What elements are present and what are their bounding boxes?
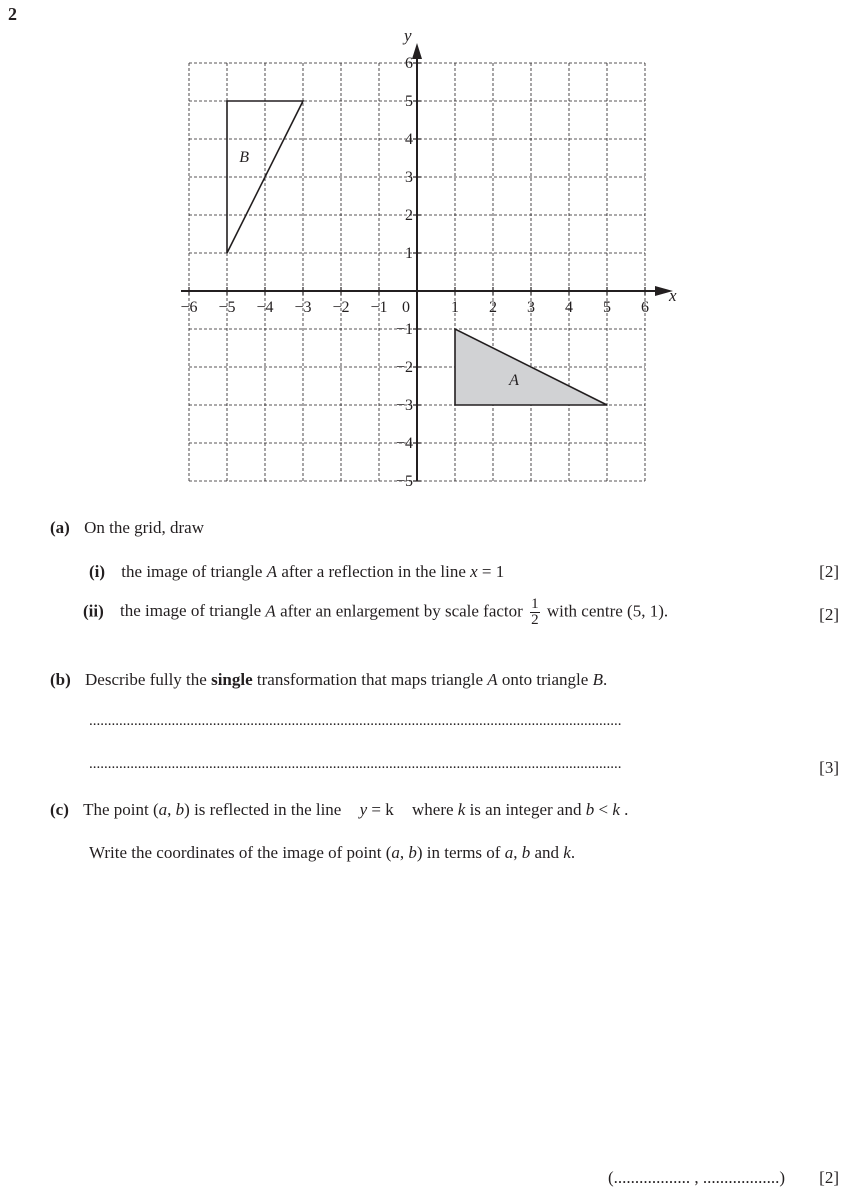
part-a-stem: On the grid, draw: [84, 518, 204, 537]
x-tick-label: −5: [218, 299, 236, 316]
x-tick-label: 3: [527, 299, 535, 316]
part-a-ii-text-after: with centre (5, 1).: [546, 601, 669, 621]
part-a-ii-marks: [2]: [819, 605, 839, 624]
part-b-text-end: .: [602, 670, 608, 689]
part-a-ii-var: A: [265, 601, 276, 621]
y-tick-label: 6: [405, 55, 413, 72]
part-a-i-text-before: the image of triangle: [121, 562, 267, 581]
part-a: [50, 518, 204, 538]
part-b-label: (b): [50, 670, 71, 689]
part-c-line2-a2: a: [504, 843, 514, 862]
fraction-denominator: 2: [531, 612, 539, 628]
y-tick-label: 3: [405, 169, 413, 186]
x-tick-label: 0: [402, 299, 410, 316]
part-a-i-text-after: after a reflection in the line: [277, 562, 471, 581]
y-tick-label: 2: [405, 207, 413, 224]
part-c-ineq-sym: <: [594, 800, 613, 819]
part-a-i-var: A: [266, 562, 278, 581]
part-a-ii-label: (ii): [83, 601, 104, 621]
part-c-line2-end: .: [570, 843, 576, 862]
part-b-text-mid2: onto triangle: [497, 670, 593, 689]
y-tick-label: −2: [395, 359, 413, 376]
x-tick-label: −1: [370, 299, 388, 316]
y-tick-label: −5: [395, 473, 413, 490]
coordinate-grid: [0, 0, 853, 500]
part-b: [50, 670, 607, 690]
part-c-marks: [2]: [819, 1168, 839, 1187]
part-a-label: (a): [50, 518, 70, 537]
x-tick-label: −2: [332, 299, 350, 316]
answer-line-2[interactable]: [89, 755, 803, 773]
part-c-line2-b2: b: [521, 843, 531, 862]
y-tick-label: −4: [395, 435, 413, 452]
y-tick-label: 1: [405, 245, 413, 262]
part-c-line2-b: b: [408, 843, 417, 862]
part-c-k: k: [457, 800, 466, 819]
part-c-line1-before: The point (: [83, 800, 159, 819]
part-b-var-b: B: [592, 670, 603, 689]
part-c-line1-after2: is an integer and: [465, 800, 586, 819]
part-a-ii: [83, 597, 668, 628]
part-a-i-line-var: x: [470, 562, 478, 581]
part-c-line2-k: k: [563, 843, 571, 862]
part-c-eq-y: y: [359, 800, 368, 819]
part-c-line1-mid: ) is reflected in the line: [184, 800, 342, 819]
x-tick-label: −4: [256, 299, 274, 316]
part-c-line2-mid: ) in terms of: [416, 843, 505, 862]
x-tick-label: 2: [489, 299, 497, 316]
part-c-line2-mid2: ,: [513, 843, 522, 862]
triangle-a-label: A: [509, 372, 519, 390]
part-a-i: [89, 562, 504, 582]
part-c-ineq-b: b: [585, 800, 595, 819]
part-c-a: a: [158, 800, 168, 819]
part-a-ii-text-mid: after an enlargement by scale factor: [275, 601, 523, 621]
x-tick-label: 5: [603, 299, 611, 316]
question-number: 2: [8, 4, 17, 24]
part-b-marks: [3]: [819, 758, 839, 777]
part-c-line2-a: a: [391, 843, 400, 862]
part-c-line2-before: Write the coordinates of the image of point (: [89, 843, 392, 862]
part-c-line1-after: where: [412, 800, 458, 819]
part-c-b: b: [175, 800, 185, 819]
triangle-b-label: B: [239, 149, 249, 166]
part-c-answer-field[interactable]: (.................. , ..................): [608, 1168, 786, 1187]
part-b-text-mid: transformation that maps triangle: [252, 670, 488, 689]
y-tick-label: −1: [395, 321, 413, 338]
fraction-numerator: 1: [531, 596, 539, 612]
y-axis-label: y: [404, 26, 412, 45]
answer-line-2-dots: ..............................................................................................................................................: [89, 756, 622, 772]
x-axis-label: x: [669, 286, 677, 305]
answer-line-1[interactable]: [89, 712, 803, 730]
part-c-eq-k: = k: [367, 800, 394, 819]
y-tick-label: 5: [405, 93, 413, 110]
part-c-line2-comma: ,: [399, 843, 409, 862]
answer-line-1-dots: ..............................................................................................................................................: [89, 713, 622, 729]
part-a-i-marks: [2]: [819, 562, 839, 581]
part-c-ineq-k: k: [612, 800, 620, 819]
part-c-line2-and: and: [530, 843, 564, 862]
y-tick-label: 4: [405, 131, 413, 148]
x-tick-label: 1: [451, 299, 459, 316]
x-tick-label: −6: [180, 299, 198, 316]
x-tick-label: 4: [565, 299, 573, 316]
x-tick-label: −3: [294, 299, 312, 316]
part-c-line2: [89, 843, 575, 863]
scale-factor-fraction: [530, 597, 540, 628]
part-b-bold-word: single: [211, 670, 253, 689]
part-b-var-a: A: [487, 670, 498, 689]
part-c-label: (c): [50, 800, 69, 819]
x-tick-label: 6: [641, 299, 649, 316]
part-a-ii-text-before: the image of triangle: [120, 601, 266, 621]
part-c-comma: ,: [167, 800, 176, 819]
part-c-line1-end: .: [619, 800, 629, 819]
y-tick-label: −3: [395, 397, 413, 414]
part-c: [50, 800, 628, 820]
part-a-i-line-eq: = 1: [477, 562, 505, 581]
part-a-i-label: (i): [89, 562, 106, 581]
y-axis-arrow: [412, 43, 422, 59]
part-b-text-before: Describe fully the: [85, 670, 212, 689]
